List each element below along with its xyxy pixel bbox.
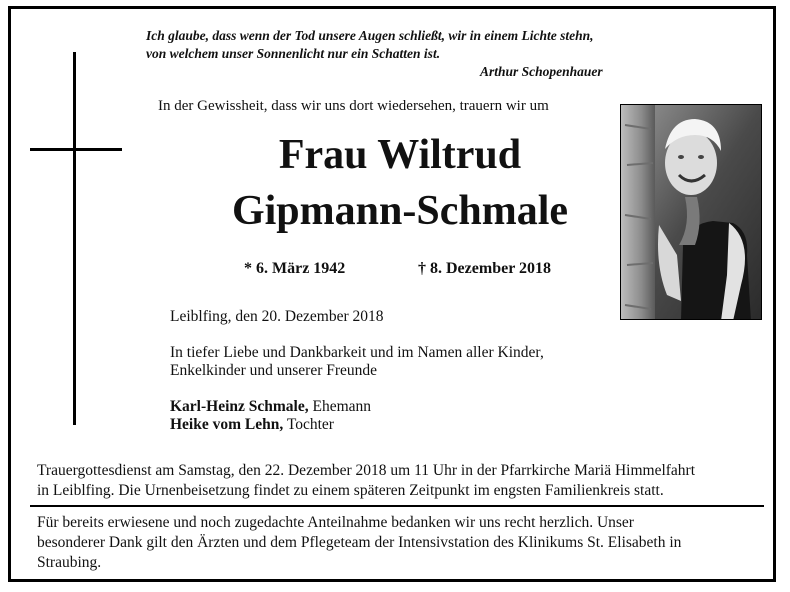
quote-line-2: von welchem unser Sonnenlicht nur ein Schatten ist. xyxy=(146,46,441,61)
birth-date: * 6. März 1942 xyxy=(244,260,346,277)
portrait-photo xyxy=(620,104,762,320)
cross-icon-bar xyxy=(30,148,122,151)
thanks-line-3: Straubing. xyxy=(37,554,102,571)
deceased-name-line-1: Frau Wiltrud xyxy=(278,132,522,178)
intro-text: In der Gewissheit, dass wir uns dort wiedersehen, trauern wir um xyxy=(158,98,549,114)
mourner-name: Heike vom Lehn, xyxy=(170,416,284,433)
quote-author: Arthur Schopenhauer xyxy=(480,64,603,79)
quote-line-1: Ich glaube, dass wenn der Tod unsere Augen schließt, wir in einem Lichte stehn, xyxy=(146,28,594,43)
mourner-2 xyxy=(170,414,334,436)
dedication-line-2: Enkelkinder und unserer Freunde xyxy=(170,362,378,379)
mourner-relation: Ehemann xyxy=(312,398,372,415)
cross-icon xyxy=(73,52,76,425)
service-line-1: Trauergottesdienst am Samstag, den 22. Dezember 2018 um 11 Uhr in der Pfarrkirche Mariä Himmelfahrt xyxy=(37,462,696,479)
deceased-name-line-2: Gipmann-Schmale xyxy=(231,188,569,234)
death-date: † 8. Dezember 2018 xyxy=(418,260,551,277)
mourner-name: Karl-Heinz Schmale, xyxy=(170,398,309,415)
place-and-date: Leiblfing, den 20. Dezember 2018 xyxy=(170,308,384,325)
portrait-image xyxy=(621,105,762,320)
thanks-line-2: besonderer Dank gilt den Ärzten und dem Pflegeteam der Intensivstation des Klinikums St. Elisabeth in xyxy=(37,534,682,551)
divider xyxy=(30,505,764,507)
mourner-relation: Tochter xyxy=(286,416,334,433)
thanks-line-1: Für bereits erwiesene und noch zugedachte Anteilnahme bedanken wir uns recht herzlich. Unser xyxy=(37,514,634,531)
service-line-2: in Leiblfing. Die Urnenbeisetzung findet zu einem späteren Zeitpunkt im engsten Familienkreis statt. xyxy=(37,482,664,499)
dedication-line-1: In tiefer Liebe und Dankbarkeit und im Namen aller Kinder, xyxy=(170,344,544,361)
